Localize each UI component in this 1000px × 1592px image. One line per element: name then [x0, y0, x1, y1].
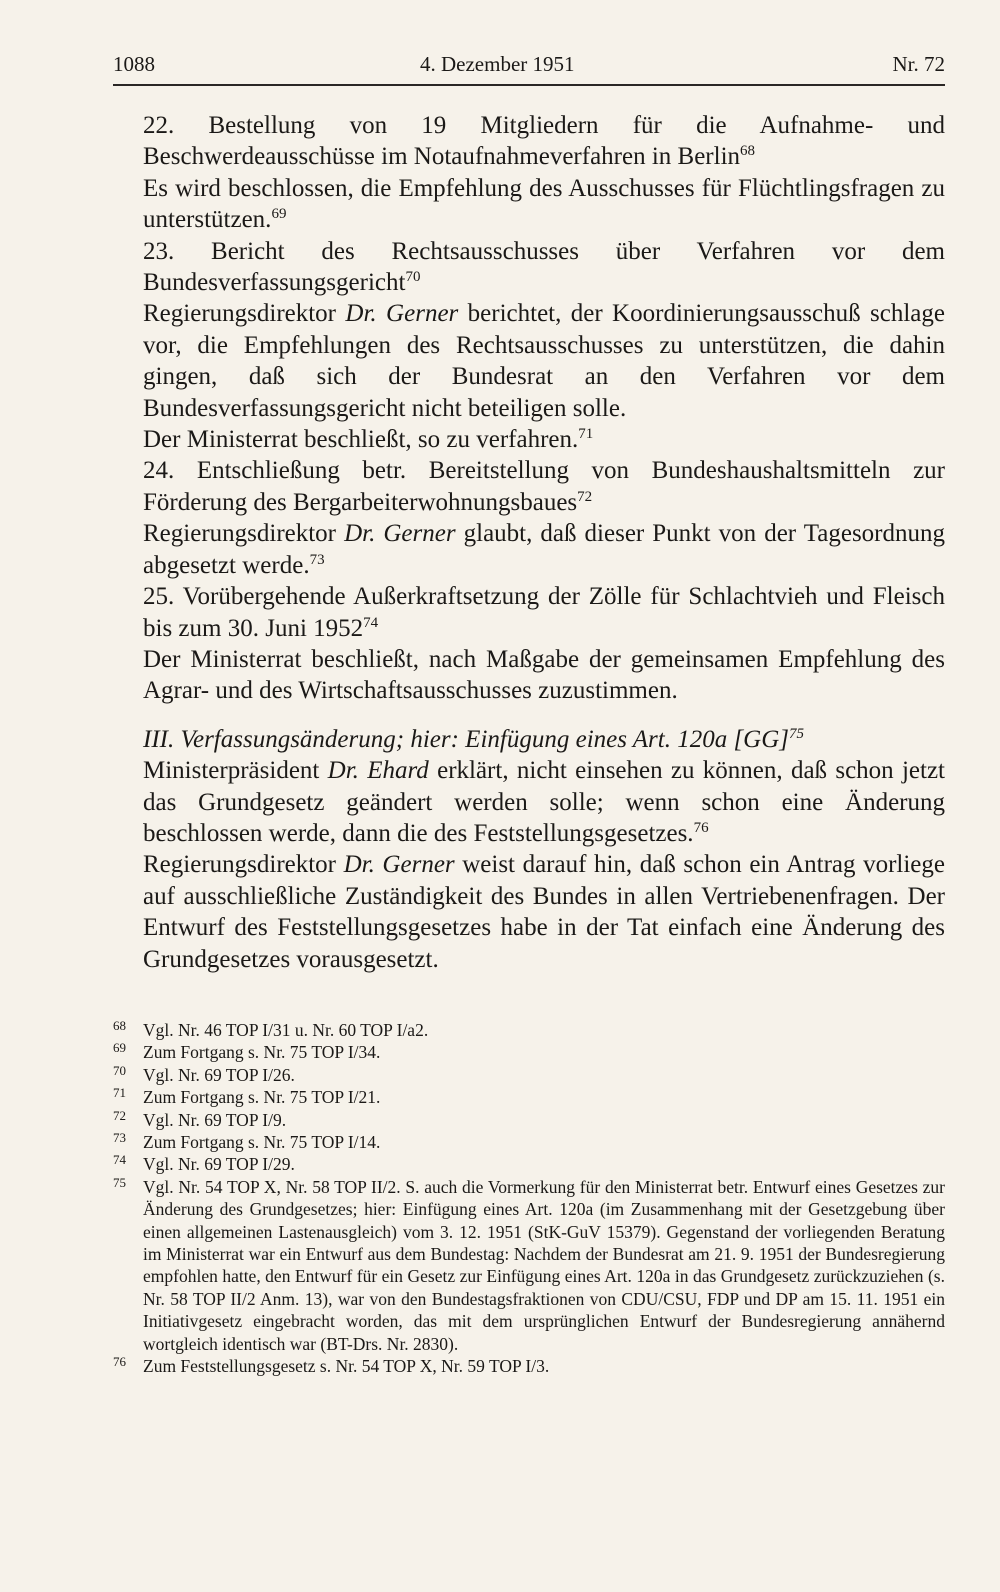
speaker-name: Dr. Gerner [344, 520, 456, 548]
section-heading: III. Verfassungsänderung; hier: Einfügung eines Art. 120a [GG]$^{75}$ [143, 725, 805, 753]
header-rule [113, 84, 945, 86]
agenda-item-22: 22. Bestellung von 19 Mitgliedern für die Aufnahme- und Beschwerdeausschüsse im Notaufnahmeverfahren in Berlin$^{68}$ [143, 112, 945, 171]
footnote: 71 Zum Fortgang s. Nr. 75 TOP I/21. [113, 1086, 945, 1108]
footnote-ref: 74 [363, 614, 379, 631]
header-date: 4. Dezember 1951 [420, 52, 575, 76]
agenda-item-24: 24. Entschließung betr. Bereitstellung von Bundeshaushaltsmitteln zur Förderung des Bergarbeiterwohnungsbaues$^{72}$ [143, 457, 945, 516]
report-paragraph: Regierungsdirektor Dr. Gerner glaubt, daß dieser Punkt von der Tagesordnung abgesetzt werde.$^{73}$ [143, 520, 945, 579]
footnote-ref: 75 [789, 725, 805, 742]
footnote: 73 Zum Fortgang s. Nr. 75 TOP I/14. [113, 1131, 945, 1153]
footnote-number: 74 [113, 1152, 126, 1168]
footnotes [113, 1019, 945, 1378]
footnote-number: 72 [113, 1107, 126, 1123]
agenda-item-23: 23. Bericht des Rechtsausschusses über Verfahren vor dem Bundesverfassungsgericht$^{70}$ [143, 237, 945, 297]
resolution-paragraph: Der Ministerrat beschließt, so zu verfahren.$^{71}$ [143, 426, 594, 454]
speaker-name: Dr. Ehard [327, 757, 429, 785]
footnote-ref: 72 [577, 488, 593, 505]
footnote: 74 Vgl. Nr. 69 TOP I/29. [113, 1153, 945, 1175]
footnote: 70 Vgl. Nr. 69 TOP I/26. [113, 1064, 945, 1086]
resolution-paragraph: Es wird beschlossen, die Empfehlung des Ausschusses für Flüchtlingsfragen zu unterstützen.$^{69}$ [143, 174, 945, 234]
document-number: Nr. 72 [892, 52, 945, 76]
footnote-number: 76 [113, 1354, 126, 1370]
resolution-paragraph: Der Ministerrat beschließt, nach Maßgabe der gemeinsamen Empfehlung des Agrar- und des Wirtschaftsausschusses zuzustimmen. [143, 645, 945, 705]
speaker-name: Dr. Gerner [345, 300, 459, 328]
statement-paragraph: Ministerpräsident Dr. Ehard erklärt, nicht einsehen zu können, daß schon jetzt das Grundgesetz geändert werden solle; wenn schon eine Änderung beschlossen werde, dann die des Feststellungsgesetzes.$^{76}$ [143, 757, 945, 847]
footnote-ref: 69 [271, 206, 287, 223]
footnote: 76 Zum Feststellungsgesetz s. Nr. 54 TOP X, Nr. 59 TOP I/3. [113, 1355, 945, 1377]
footnote: 72 Vgl. Nr. 69 TOP I/9. [113, 1109, 945, 1131]
footnote-number: 71 [113, 1085, 126, 1101]
footnote: 68 Vgl. Nr. 46 TOP I/31 u. Nr. 60 TOP I/a2. [113, 1019, 945, 1041]
speaker-name: Dr. Gerner [343, 851, 455, 879]
footnote-ref: 73 [309, 551, 325, 568]
main-text [143, 110, 945, 975]
footnote-number: 69 [113, 1040, 126, 1056]
page-number: 1088 [113, 52, 155, 76]
footnote-number: 68 [113, 1018, 126, 1033]
footnote-ref: 68 [740, 143, 756, 160]
footnote-number: 73 [113, 1130, 126, 1146]
footnote-ref: 71 [578, 426, 594, 443]
footnote-ref: 70 [405, 269, 421, 286]
footnote-number: 70 [113, 1062, 126, 1078]
statement-paragraph: Regierungsdirektor Dr. Gerner weist darauf hin, daß schon ein Antrag vorliege auf ausschließliche Zuständigkeit des Bundes in allen Vertriebenenfragen. Der Entwurf des Feststellungsgesetzes habe in der Tat einfach eine Änderung des Grundgesetzes vorausgesetzt. [143, 851, 945, 973]
agenda-item-25: 25. Vorübergehende Außerkraftsetzung der Zölle für Schlachtvieh und Fleisch bis zum 30. Juni 1952$^{74}$ [143, 583, 945, 642]
footnote: 75 Vgl. Nr. 54 TOP X, Nr. 58 TOP II/2. S. auch die Vormerkung für den Ministerrat betr. Entwurf eines Gesetzes zur Änderung des Grundgesetzes; hier: Einfügung eines Art. 120a (im Zusammenhang mit der Gesetzgebung über einen allgemeinen Lastenausgleich) vom 3. 12. 1951 (StK-GuV 15379). Gegenstand der vorliegenden Beratung im Ministerrat war ein Entwurf aus dem Bundestag: Nachdem der Bundesrat am 21. 9. 1951 der Bundesregierung empfohlen hatte, den Entwurf für ein Gesetz zur Einfügung eines Art. 120a in das Grundgesetz zurückzuziehen (s. Nr. 58 TOP II/2 Anm. 13), war von den Bundestagsfraktionen von CDU/CSU, FDP und DP am 15. 11. 1951 ein Initiativgesetz eingebracht worden, das mit dem ursprünglichen Entwurf der Bundesregierung annähernd wortgleich identisch war (BT-Drs. Nr. 2830). [113, 1176, 945, 1355]
footnote-ref: 76 [693, 819, 709, 836]
footnote-number: 75 [113, 1174, 126, 1190]
report-paragraph: Regierungsdirektor Dr. Gerner berichtet, der Koordinierungsausschuß schlage vor, die Empfehlungen des Rechtsausschusses zu unterstützen, die dahin gingen, daß sich der Bundesrat an den Verfahren vor dem Bundesverfassungsgericht nicht beteiligen solle. [143, 300, 945, 422]
footnote: 69 Zum Fortgang s. Nr. 75 TOP I/34. [113, 1041, 945, 1063]
